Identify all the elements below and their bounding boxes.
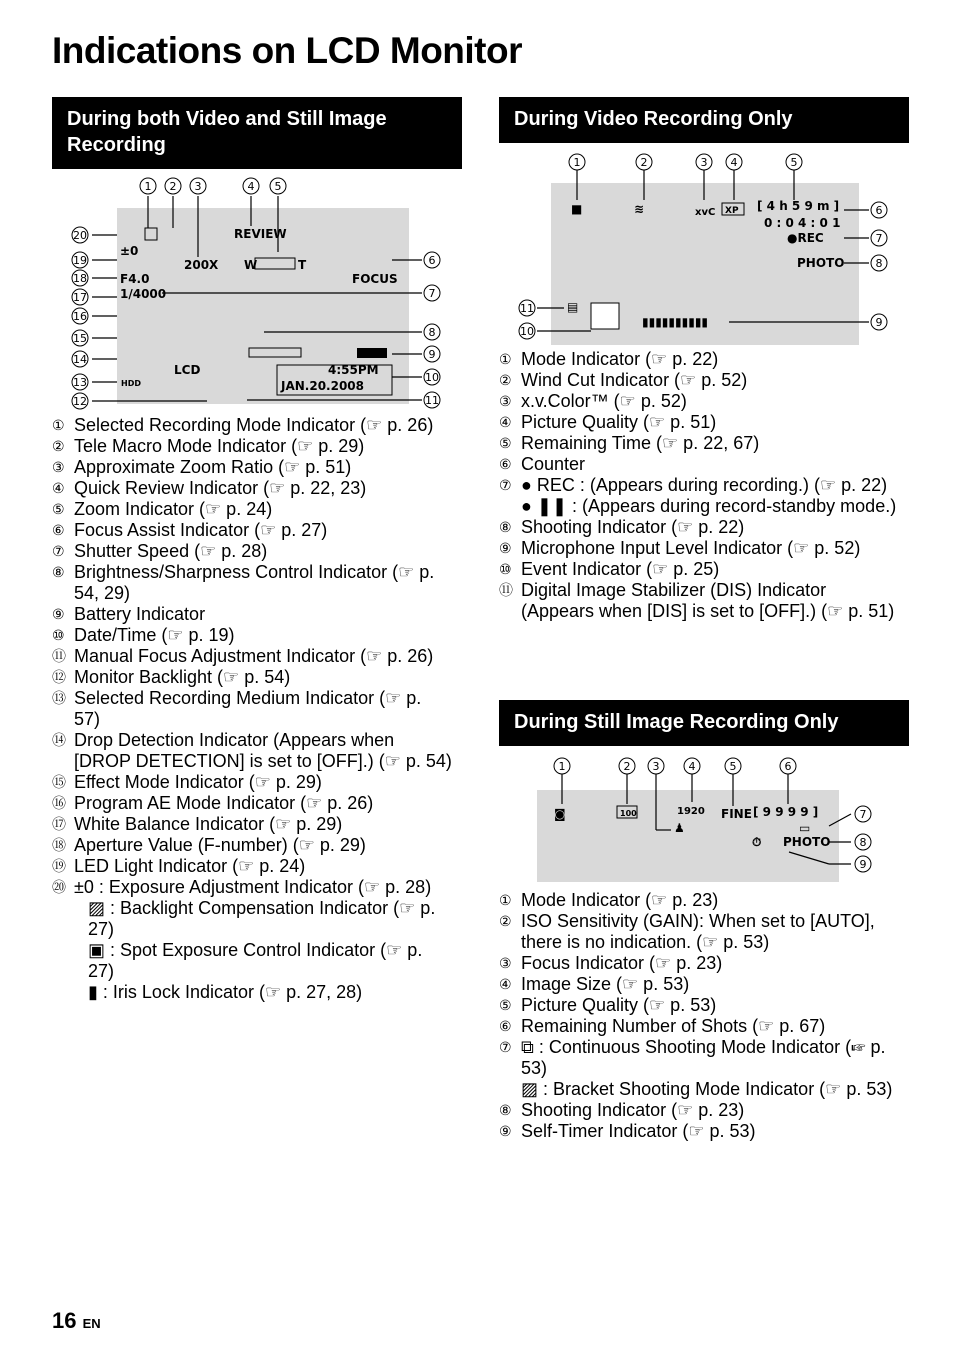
continuous-icon: ⧉ — [521, 1037, 534, 1057]
svg-text:1: 1 — [144, 180, 152, 193]
svg-text:1: 1 — [573, 156, 581, 169]
list-item: ① Mode Indicator (☞ p. 23) — [499, 890, 719, 910]
svg-text:11: 11 — [425, 394, 439, 407]
lcd-diagram-video — [499, 148, 909, 348]
svg-text:T: T — [298, 258, 307, 272]
list-item: ② ISO Sensitivity (GAIN): When set to [AUTO], there is no indication. (☞ p. 53) — [499, 911, 875, 952]
svg-text:10: 10 — [425, 371, 439, 384]
list-item: ▣ : Spot Exposure Control Indicator (☞ p. 27) — [88, 940, 423, 981]
svg-text:REVIEW: REVIEW — [234, 227, 287, 241]
svg-text:▭: ▭ — [799, 821, 811, 835]
iris-lock-icon: ▮ — [88, 982, 98, 1002]
list-item: ⑩ Event Indicator (☞ p. 25) — [499, 559, 720, 579]
svg-text:11: 11 — [520, 302, 534, 315]
svg-text:⏱: ⏱ — [752, 835, 762, 849]
list-item: ⑱ Aperture Value (F-number) (☞ p. 29) — [52, 835, 366, 855]
list-item: ⑯ Program AE Mode Indicator (☞ p. 26) — [52, 793, 374, 813]
list-item: ⑥ Counter — [499, 454, 586, 474]
list-item: ⑧ Brightness/Sharpness Control Indicator (☞ p. 54, 29) — [52, 562, 435, 603]
list-item: ③ x.v.Color™ (☞ p. 52) — [499, 391, 687, 411]
svg-text:1/4000: 1/4000 — [120, 287, 167, 301]
section-heading-both: During both Video and Still Image Recording — [52, 97, 462, 169]
list-item: ⑦ Shutter Speed (☞ p. 28) — [52, 541, 268, 561]
svg-text:4: 4 — [730, 156, 738, 169]
svg-text:20: 20 — [73, 229, 87, 242]
svg-text:±0: ±0 — [120, 244, 139, 258]
svg-text:♟: ♟ — [674, 821, 685, 835]
backlight-icon: ▨ — [88, 898, 106, 918]
svg-text:15: 15 — [73, 332, 87, 345]
list-item: ⑦ ● REC : (Appears during recording.) (☞ p. 22) — [499, 475, 888, 495]
svg-text:9: 9 — [859, 858, 867, 871]
svg-text:7: 7 — [428, 287, 436, 300]
svg-text:18: 18 — [73, 272, 87, 285]
svg-text:≋: ≋ — [634, 202, 645, 216]
svg-text:XP: XP — [725, 206, 739, 216]
svg-text:PHOTO: PHOTO — [797, 256, 845, 270]
svg-text:▤: ▤ — [567, 300, 579, 314]
svg-text:▮▮▮▮▮▮▮▮▮▮: ▮▮▮▮▮▮▮▮▮▮ — [642, 315, 709, 329]
list-item: ① Selected Recording Mode Indicator (☞ p. 26) — [52, 415, 434, 435]
svg-text:F4.0: F4.0 — [120, 272, 150, 286]
svg-text:HDD: HDD — [121, 379, 141, 388]
lcd-diagram-both — [52, 172, 462, 412]
svg-text:3: 3 — [194, 180, 202, 193]
page-title: Indications on LCD Monitor — [52, 30, 523, 71]
svg-text:5: 5 — [790, 156, 798, 169]
svg-text:■: ■ — [571, 202, 583, 216]
svg-text:0 : 0 4 : 0 1: 0 : 0 4 : 0 1 — [764, 216, 841, 230]
svg-text:7: 7 — [875, 232, 883, 245]
lcd-diagram-still — [499, 752, 909, 887]
svg-text:◙: ◙ — [554, 807, 566, 821]
list-item: ● ❚❚ : (Appears during record-standby mode.) — [521, 496, 897, 516]
svg-text:2: 2 — [169, 180, 177, 193]
section-heading-still: During Still Image Recording Only — [499, 700, 909, 746]
list-item: ④ Quick Review Indicator (☞ p. 22, 23) — [52, 478, 367, 498]
list-item: ▨ : Backlight Compensation Indicator (☞ p. 27) — [88, 898, 436, 939]
bracket-icon: ▨ — [521, 1079, 539, 1099]
svg-text:7: 7 — [859, 808, 867, 821]
svg-text:PHOTO: PHOTO — [783, 835, 831, 849]
list-item: ▨ : Bracket Shooting Mode Indicator (☞ p. 53) — [521, 1079, 893, 1099]
list-item: ⑦ ⧉ : Continuous Shooting Mode Indicator (☞ p. 53) — [499, 1037, 886, 1078]
svg-text:1920: 1920 — [677, 806, 705, 817]
svg-text:9: 9 — [428, 348, 436, 361]
svg-text:14: 14 — [73, 353, 87, 366]
list-item: ⑭ Drop Detection Indicator (Appears when [DROP DETECTION] is set to [OFF].) (☞ p. 54) — [52, 730, 452, 771]
svg-text:2: 2 — [623, 760, 631, 773]
svg-text:LCD: LCD — [174, 363, 201, 377]
list-item: ⑳ ±0 : Exposure Adjustment Indicator (☞ p. 28) — [52, 877, 432, 897]
list-item: ⑧ Shooting Indicator (☞ p. 22) — [499, 517, 745, 537]
list-item: ⑪ Manual Focus Adjustment Indicator (☞ p. 26) — [52, 646, 434, 666]
list-both — [52, 415, 452, 1003]
svg-text:W: W — [244, 258, 258, 272]
spot-icon: ▣ — [88, 940, 106, 960]
svg-text:6: 6 — [875, 204, 883, 217]
svg-text:1: 1 — [558, 760, 566, 773]
page-number: 16 EN — [52, 1308, 101, 1333]
list-item: ③ Focus Indicator (☞ p. 23) — [499, 953, 723, 973]
svg-text:FOCUS: FOCUS — [352, 272, 398, 286]
list-item: ⑲ LED Light Indicator (☞ p. 24) — [52, 856, 306, 876]
svg-text:8: 8 — [859, 836, 867, 849]
svg-text:100: 100 — [620, 809, 637, 818]
list-item: ⑫ Monitor Backlight (☞ p. 54) — [52, 667, 291, 687]
svg-text:17: 17 — [73, 291, 87, 304]
list-item: ⑰ White Balance Indicator (☞ p. 29) — [52, 814, 343, 834]
list-item: ④ Picture Quality (☞ p. 51) — [499, 412, 717, 432]
list-item: ⑨ Self-Timer Indicator (☞ p. 53) — [499, 1121, 756, 1141]
svg-text:[ 4 h 5 9 m ]: [ 4 h 5 9 m ] — [757, 199, 840, 213]
list-item: ③ Approximate Zoom Ratio (☞ p. 51) — [52, 457, 352, 477]
svg-text:6: 6 — [428, 254, 436, 267]
list-item: ① Mode Indicator (☞ p. 22) — [499, 349, 719, 369]
list-item: ⑮ Effect Mode Indicator (☞ p. 29) — [52, 772, 322, 792]
list-item: ⑨ Battery Indicator — [52, 604, 206, 624]
svg-text:13: 13 — [73, 376, 87, 389]
svg-text:4: 4 — [247, 180, 255, 193]
svg-text:16: 16 — [73, 310, 87, 323]
list-item: ⑥ Remaining Number of Shots (☞ p. 67) — [499, 1016, 826, 1036]
list-video — [499, 349, 904, 622]
list-item: ⑤ Zoom Indicator (☞ p. 24) — [52, 499, 273, 519]
svg-text:xvC: xvC — [695, 207, 716, 218]
svg-text:12: 12 — [73, 395, 87, 408]
svg-text:10: 10 — [520, 325, 534, 338]
list-item: ⑤ Remaining Time (☞ p. 22, 67) — [499, 433, 760, 453]
svg-text:200X: 200X — [184, 258, 219, 272]
svg-text:2: 2 — [640, 156, 648, 169]
svg-text:5: 5 — [274, 180, 282, 193]
svg-text:9: 9 — [875, 316, 883, 329]
svg-text:8: 8 — [875, 257, 883, 270]
svg-text:3: 3 — [652, 760, 660, 773]
list-item: ⑥ Focus Assist Indicator (☞ p. 27) — [52, 520, 328, 540]
list-item: ② Tele Macro Mode Indicator (☞ p. 29) — [52, 436, 365, 456]
list-item: ⑤ Picture Quality (☞ p. 53) — [499, 995, 717, 1015]
list-item: ▮ : Iris Lock Indicator (☞ p. 27, 28) — [88, 982, 363, 1002]
list-item: ⑨ Microphone Input Level Indicator (☞ p. 52) — [499, 538, 861, 558]
list-item: ④ Image Size (☞ p. 53) — [499, 974, 690, 994]
svg-text:5: 5 — [729, 760, 737, 773]
svg-text:3: 3 — [700, 156, 708, 169]
section-heading-video: During Video Recording Only — [499, 97, 909, 143]
list-item: ⑩ Date/Time (☞ p. 19) — [52, 625, 235, 645]
svg-text:8: 8 — [428, 326, 436, 339]
list-item: ⑧ Shooting Indicator (☞ p. 23) — [499, 1100, 745, 1120]
list-still — [499, 890, 904, 1142]
svg-text:[ 9 9 9 9 ]: [ 9 9 9 9 ] — [753, 805, 819, 819]
svg-text:19: 19 — [73, 254, 87, 267]
svg-text:JAN.20.2008: JAN.20.2008 — [281, 379, 365, 393]
list-item: ⑬ Selected Recording Medium Indicator (☞ p. 57) — [52, 688, 422, 729]
svg-text:FINE: FINE — [721, 807, 752, 821]
list-item: ⑪ Digital Image Stabilizer (DIS) Indicator (Appears when [DIS] is set to [OFF].) (☞ p. 51) — [499, 580, 895, 621]
svg-text:●REC: ●REC — [787, 231, 824, 245]
list-item: ② Wind Cut Indicator (☞ p. 52) — [499, 370, 748, 390]
svg-text:6: 6 — [784, 760, 792, 773]
svg-text:4: 4 — [688, 760, 696, 773]
svg-text:4:55PM: 4:55PM — [328, 363, 379, 377]
